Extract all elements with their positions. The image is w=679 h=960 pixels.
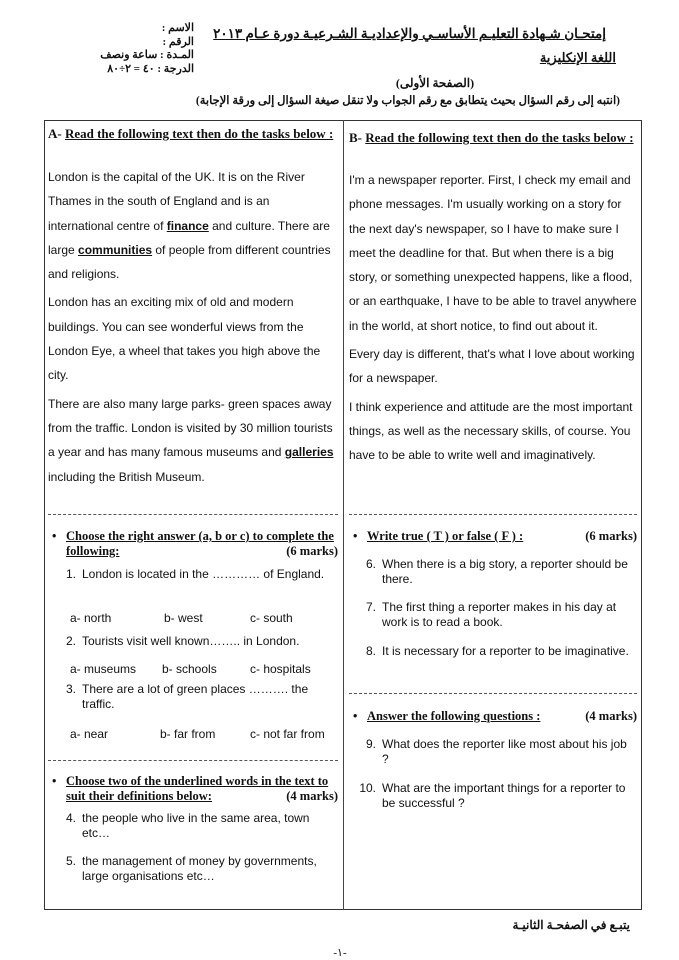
task-b2-heading: • Answer the following questions : (4 marks) [353, 709, 637, 723]
section-a-prefix: A- [48, 126, 62, 141]
question-1-options [70, 611, 340, 627]
passage-b-paragraph-2: Every day is different, that's what I love about working for a newspaper. [349, 347, 635, 386]
q3-option-a[interactable]: a- near [70, 727, 109, 741]
passage-b-paragraph-1: I'm a newspaper reporter. First, I check my email and phone messages. I'm usually working on a story for the next day's newspaper, so I have to make sure I meet the deadline for that. But when there is a big story, or something unexpected happens, like a flood, or an earthquake, I have to be able to travel anywhere in the world, at short notice, to find out about it. [349, 173, 637, 333]
q1-option-c[interactable]: c- south [250, 611, 293, 625]
duration-label: المـدة : ساعة ونصف [100, 49, 194, 61]
q2-option-c[interactable]: c- hospitals [250, 662, 311, 676]
section-b-separator-1 [349, 514, 637, 515]
page-label: (الصفحة الأولى) [395, 76, 475, 90]
section-a-heading: Read the following text then do the tasks below : [64, 126, 334, 141]
task-a2-heading: • Choose two of the underlined words in the text to suit their definitions below: (4 marks) [52, 774, 338, 803]
question-3: 3. There are a lot of green places ………. the traffic. [65, 682, 309, 711]
column-divider [343, 120, 344, 910]
passage-a-paragraph-1: London is the capital of the UK. It is on the River Thames in the south of England and is an international centre of finance and culture. There are large communities of people from different countries and religions. [48, 170, 331, 282]
q1-option-b[interactable]: b- west [164, 611, 203, 625]
question-8: 8. It is necessary for a reporter to be imaginative. [365, 644, 629, 658]
question-5: 5. the management of money by governments, large organisations etc… [65, 854, 317, 883]
section-b-heading: Read the following text then do the tasks below : [365, 130, 634, 145]
section-a-passage [48, 165, 338, 493]
underlined-word-galleries: galleries [284, 445, 334, 460]
task-a2-marks: (4 marks) [286, 789, 338, 803]
q3-option-b[interactable]: b- far from [160, 727, 216, 741]
passage-a-paragraph-2: London has an exciting mix of old and modern buildings. You can see wonderful views from the London Eye, a wheel that takes you high above the city. [48, 295, 321, 383]
task-b1-marks: (6 marks) [585, 529, 637, 543]
section-a-separator-1 [48, 514, 338, 515]
exam-title: إمتحـان شـهادة التعليـم الأساسـي والإعداديـة الشـرعيـة دورة عـام ٢٠١٣ [213, 26, 606, 41]
section-b-title [349, 131, 639, 145]
page-number: -١- [333, 947, 347, 959]
passage-b-paragraph-3: I think experience and attitude are the most important things, as well as the necessary skills, of course. You have to be able to write well and imaginatively. [349, 399, 633, 463]
task-b1-heading: • Write true ( T ) or false ( F ) : (6 marks) [353, 529, 637, 543]
question-3-options [70, 727, 340, 743]
question-10: 10. What are the important things for a reporter to be successful ? [359, 781, 626, 810]
task-a1-heading: • Choose the right answer (a, b or c) to complete the following: (6 marks) [52, 529, 338, 558]
q2-option-a[interactable]: a- museums [70, 662, 137, 676]
question-9: 9. What does the reporter like most about his job ? [365, 737, 627, 766]
underlined-word-finance: finance [166, 218, 209, 233]
name-label: الاسم : [161, 22, 194, 34]
task-b2-marks: (4 marks) [585, 709, 637, 723]
student-info-block [54, 22, 194, 76]
question-1: 1. London is located in the ………… of England. [65, 567, 325, 581]
q1-option-a[interactable]: a- north [70, 611, 112, 625]
grade-label: الدرجة : ٤٠ = ٢÷٨٠ [107, 62, 194, 75]
q2-option-b[interactable]: b- schools [162, 662, 217, 676]
section-b-prefix: B- [349, 130, 362, 145]
question-7: 7. The first thing a reporter makes in his day at work is to read a book. [365, 600, 617, 629]
continue-next-page: يتبـع في الصفحـة الثانيـة [512, 918, 630, 932]
passage-a-paragraph-3: There are also many large parks- green spaces away from the traffic. London is visited by 30 million tourists a year and has many famous museums and galleries including the British Museum. [48, 396, 334, 484]
q3-option-c[interactable]: c- not far from [250, 727, 325, 741]
underlined-word-communities: communities [78, 242, 153, 257]
question-6: 6. When there is a big story, a reporter should be there. [365, 557, 628, 586]
section-a-title [48, 127, 338, 141]
task-a1-marks: (6 marks) [286, 544, 338, 558]
section-b-passage [349, 168, 639, 472]
number-label: الرقم : [162, 35, 194, 48]
section-a-separator-2 [48, 760, 338, 761]
instruction-note: (انتبه إلى رقم السؤال بحيث يتطابق مع رقم الجواب ولا تنقل صيغة السؤال إلى ورقة الإجابة) [195, 95, 620, 107]
question-4: 4. the people who live in the same area, town etc… [65, 811, 310, 840]
subject-title: اللغة الإنكليزية [539, 50, 616, 65]
question-2-options [70, 662, 340, 678]
section-b-separator-2 [349, 693, 637, 694]
question-2: 2. Tourists visit well known…….. in London. [65, 634, 300, 648]
